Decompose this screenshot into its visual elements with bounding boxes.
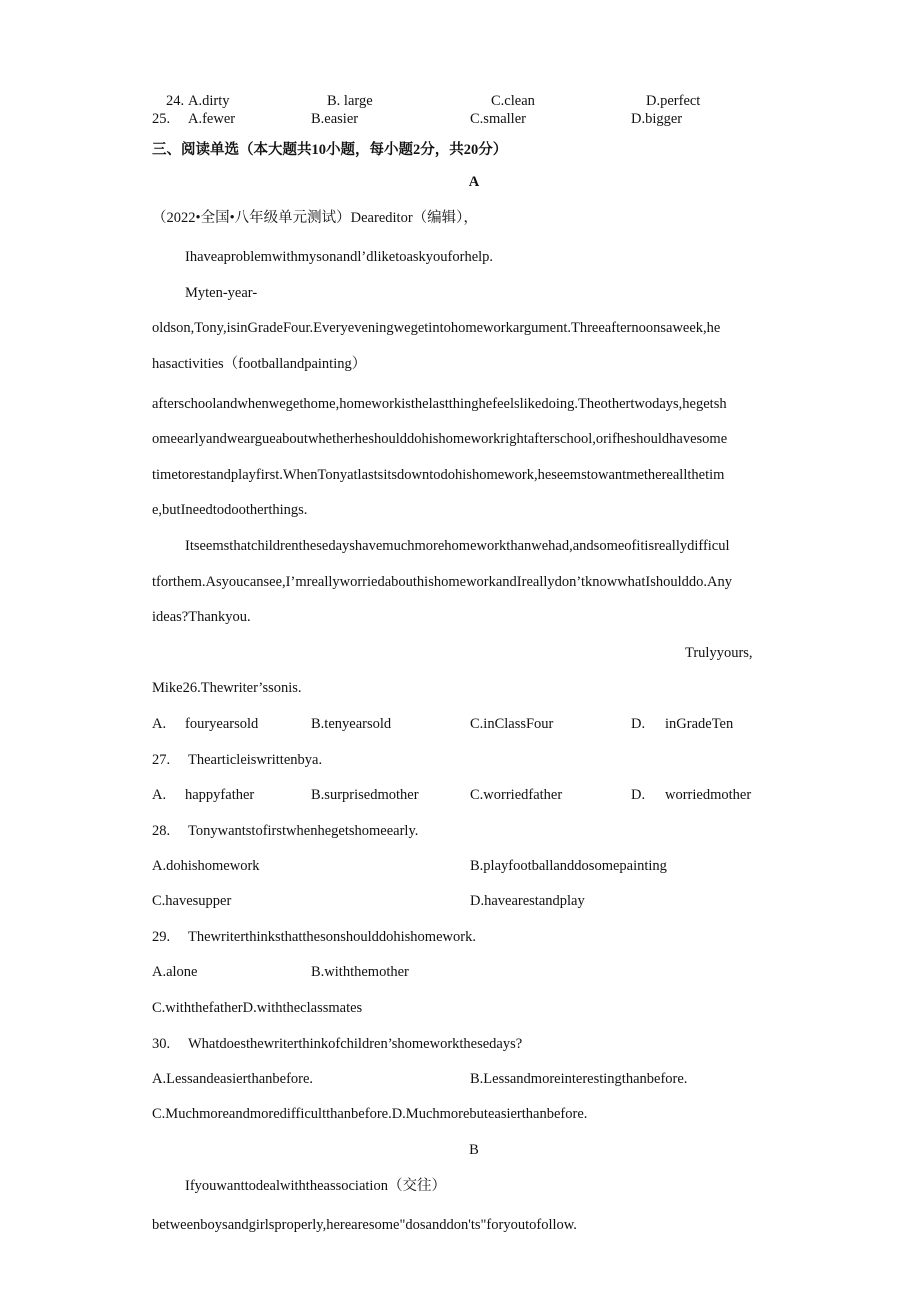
passage-a-line: Itseemsthatchildrenthesedayshavemuchmorehomeworkthanwehad,andsomeofitisreallydifficul — [185, 538, 730, 554]
q24-option-b: B. large — [327, 93, 373, 109]
q26-option-a: fouryearsold — [185, 716, 259, 732]
q27-number: 27. — [152, 752, 171, 768]
passage-a-signoff: Trulyyours, — [685, 645, 753, 661]
q26-option-a-prefix: A. — [152, 716, 167, 732]
q27-stem: Thearticleiswrittenbya. — [188, 752, 323, 768]
q30-number: 30. — [152, 1036, 171, 1052]
passage-b-line: Ifyouwanttodealwiththeassociation（交往） — [185, 1178, 446, 1194]
q29-stem: Thewriterthinksthatthesonshoulddohishomework. — [188, 929, 476, 945]
q27-option-d: worriedmother — [665, 787, 752, 803]
q30-options-c-d: C.Muchmoreandmoredifficultthanbefore.D.Muchmorebuteasierthanbefore. — [152, 1106, 588, 1122]
q26-option-b: B.tenyearsold — [311, 716, 392, 732]
passage-a-label: A — [468, 174, 480, 190]
q27-option-a: happyfather — [185, 787, 255, 803]
q30-option-a: A.Lessandeasierthanbefore. — [152, 1071, 314, 1087]
q25-option-a: A.fewer — [188, 111, 236, 127]
q27-option-a-prefix: A. — [152, 787, 167, 803]
q24-option-a: A.dirty — [188, 93, 230, 109]
q29-option-a: A.alone — [152, 964, 198, 980]
passage-a-line: ideas?Thankyou. — [152, 609, 251, 625]
passage-b-label: B — [469, 1142, 479, 1158]
q29-option-b: B.withthemother — [311, 964, 409, 980]
passage-a-line: Ihaveaproblemwithmysonandl’dliketoaskyouforhelp. — [185, 249, 494, 265]
passage-a-source: （2022•全国•八年级单元测试）Deareditor（编辑）， — [152, 210, 478, 226]
passage-a-line: e,butIneedtodootherthings. — [152, 502, 308, 518]
q28-option-a: A.dohishomework — [152, 858, 260, 874]
q24-option-c: C.clean — [491, 93, 535, 109]
q25-option-b: B.easier — [311, 111, 359, 127]
q30-option-b: B.Lessandmoreinterestingthanbefore. — [470, 1071, 688, 1087]
q27-option-d-prefix: D. — [631, 787, 646, 803]
passage-a-line: hasactivities（footballandpainting） — [152, 356, 367, 372]
q25-option-d: D.bigger — [631, 111, 683, 127]
q28-option-c: C.havesupper — [152, 893, 232, 909]
q26-option-d: inGradeTen — [665, 716, 734, 732]
q28-number: 28. — [152, 823, 171, 839]
passage-a-signature: Mike26.Thewriter’ssonis. — [152, 680, 302, 696]
passage-a-line: oldson,Tony,isinGradeFour.Everyeveningwegetintohomeworkargument.Threeafternoonsaweek,he — [152, 320, 721, 336]
q25-number: 25. — [152, 111, 171, 127]
q28-stem: Tonywantstofirstwhenhegetshomeearly. — [188, 823, 419, 839]
q25-option-c: C.smaller — [470, 111, 526, 127]
passage-a-line: omeearlyandweargueaboutwhetherheshoulddohishomeworkrightafterschool,orifheshouldhavesome — [152, 431, 728, 447]
passage-b-line: betweenboysandgirlsproperly,herearesome"dosanddon'ts"foryoutofollow. — [152, 1217, 577, 1233]
passage-a-line: afterschoolandwhenwegethome,homeworkisthelastthinghefeelslikedoing.Theothertwodays,hegetsh — [152, 396, 727, 412]
q24-number: 24. — [166, 93, 185, 109]
q24-option-d: D.perfect — [646, 93, 701, 109]
q29-number: 29. — [152, 929, 171, 945]
section-heading: 三、阅读单选（本大题共10小题，每小题2分，共20分） — [152, 142, 508, 158]
q27-option-c: C.worriedfather — [470, 787, 563, 803]
q28-option-b: B.playfootballanddosomepainting — [470, 858, 667, 874]
passage-a-line: timetorestandplayfirst.WhenTonyatlastsitsdowntodohishomework,heseemstowantmethereallthetim — [152, 467, 725, 483]
q29-options-c-d: C.withthefatherD.withtheclassmates — [152, 1000, 363, 1016]
q30-stem: Whatdoesthewriterthinkofchildren’shomeworkthesedays? — [188, 1036, 523, 1052]
passage-a-line: Myten-year- — [185, 285, 258, 301]
q27-option-b: B.surprisedmother — [311, 787, 419, 803]
q26-option-c: C.inClassFour — [470, 716, 554, 732]
q28-option-d: D.havearestandplay — [470, 893, 585, 909]
passage-a-line: tforthem.Asyoucansee,I’mreallyworriedabouthishomeworkandIreallydon’tknowwhatIshoulddo.Any — [152, 574, 732, 590]
q26-option-d-prefix: D. — [631, 716, 646, 732]
